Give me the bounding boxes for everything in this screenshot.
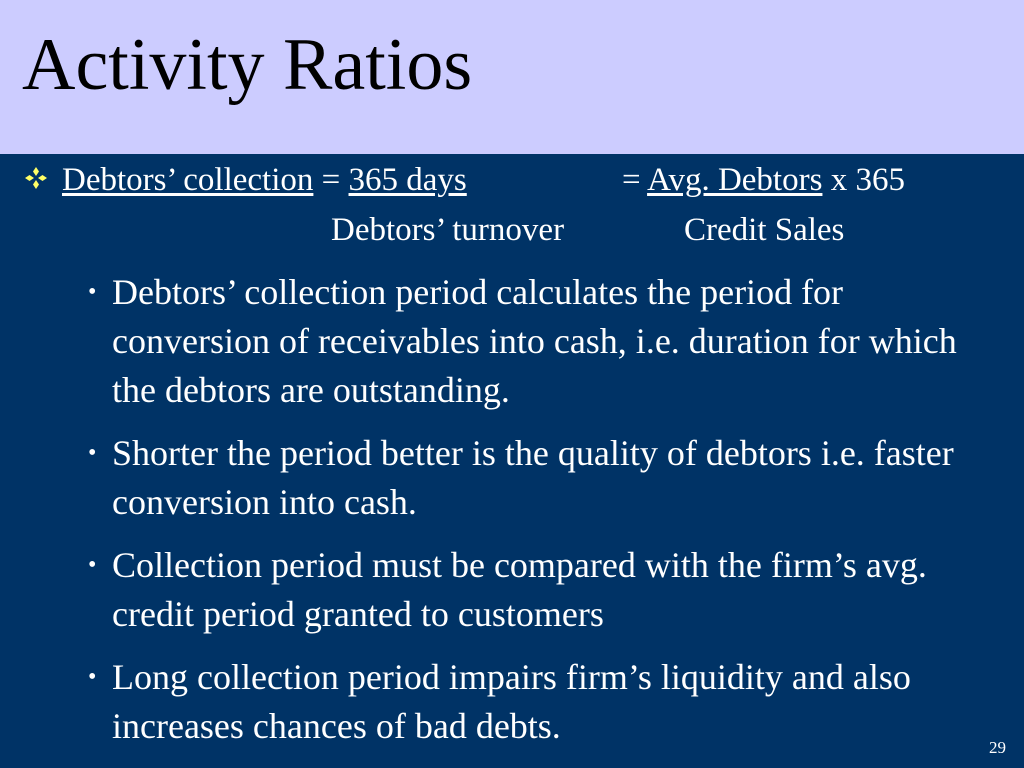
bullet-dot: • [88,552,97,578]
page-number: 29 [989,738,1006,757]
formula-term: Debtors’ collection [62,162,314,198]
four-diamond-icon [24,166,48,190]
formula-numerator-2: Avg. Debtors [647,162,823,198]
formula-denominator-2: Credit Sales [684,212,845,248]
list-item [86,429,986,527]
bullet-dot: • [88,664,97,690]
bullet-dot: • [88,279,97,305]
formula-equals-1: = [321,162,341,198]
list-item [86,541,986,639]
slide-title: Activity Ratios [22,24,473,106]
bullet-list [86,268,986,765]
bullet-text: Long collection period impairs firm’s liquidity and also increases chances of bad debts. [112,657,911,746]
list-item [86,268,986,415]
list-item [86,653,986,751]
bullet-text: Debtors’ collection period calculates the period for conversion of receivables into cash, i.e. duration for which the debtors are outstanding. [112,272,957,410]
title-band [0,0,1024,154]
bullet-text: Shorter the period better is the quality of debtors i.e. faster conversion into cash. [112,433,954,522]
formula-equals-2: = [622,162,641,198]
formula-denominator-1: Debtors’ turnover [331,212,565,248]
formula-multiplier: x 365 [830,162,905,198]
slide-content [0,154,1024,768]
formula-numerator-1: 365 days [348,162,467,198]
bullet-text: Collection period must be compared with the firm’s avg. credit period granted to customers [112,545,927,634]
formula-term-line [62,164,467,197]
bullet-dot: • [88,440,97,466]
formula-second-fraction [622,164,905,197]
